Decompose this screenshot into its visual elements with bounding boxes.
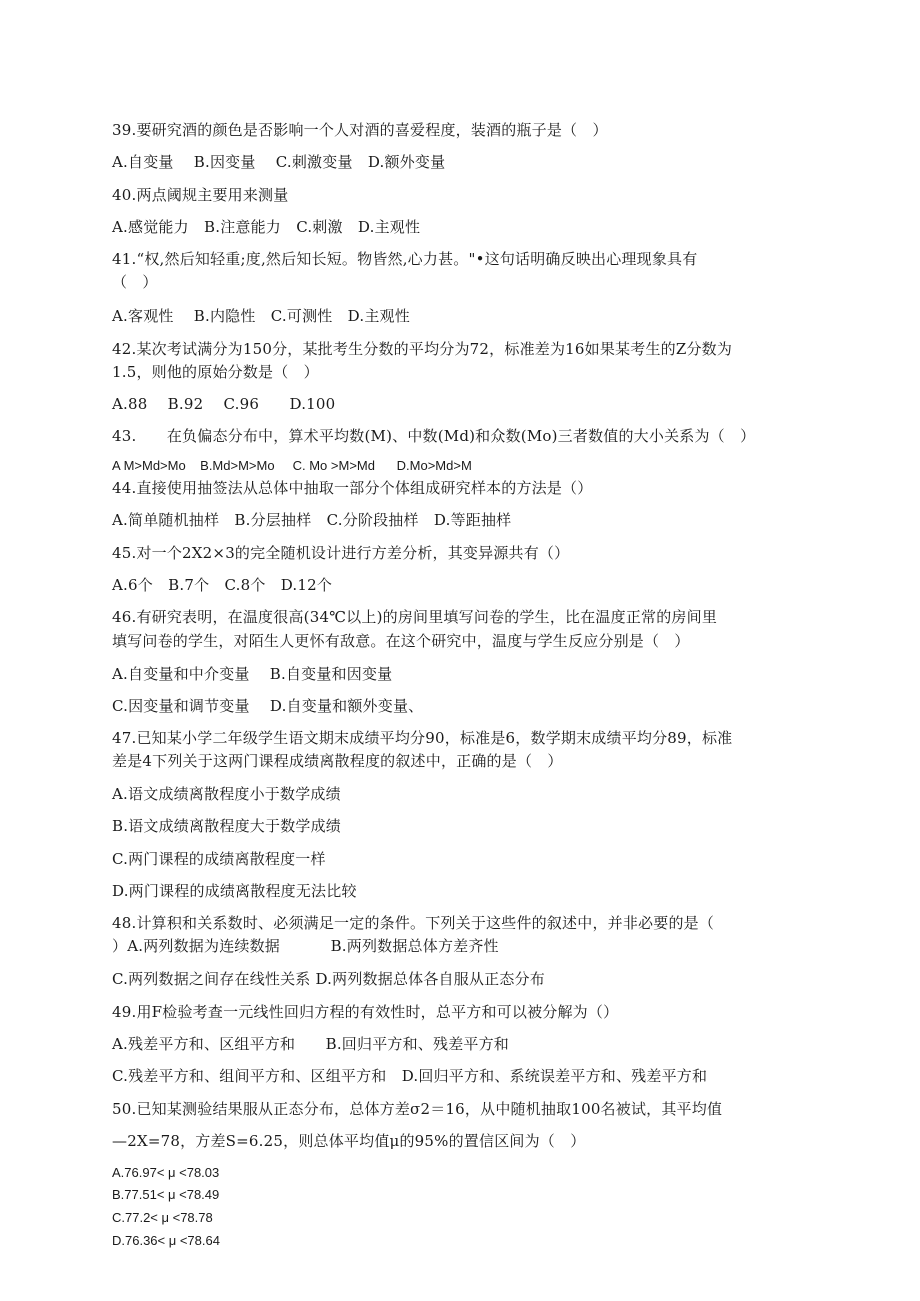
question-48-options-ab: ）A.两列数据为连续数据 B.两列数据总体方差齐性 <box>112 937 499 955</box>
question-50-stem-cont: —2X=78，方差S=6.25，则总体平均值μ的95%的置信区间为（ ） <box>112 1132 586 1150</box>
question-40-options: A.感觉能力 B.注意能力 C.刺激 D.主观性 <box>112 218 421 236</box>
question-50-stem: 50.已知某测验结果服从正态分布，总体方差σ2＝16，从中随机抽取100名被试，其平均值 <box>112 1100 723 1118</box>
question-39-stem: 39.要研究酒的颜色是否影响一个人对酒的喜爱程度，装酒的瓶子是（ ） <box>112 121 608 139</box>
question-47-stem-cont: 差是4下列关于这两门课程成绩离散程度的叙述中，正确的是（ ） <box>112 752 563 770</box>
question-50-option-b: B.77.51< μ <78.49 <box>112 1187 220 1202</box>
question-49-options-cd: C.残差平方和、组间平方和、区组平方和 D.回归平方和、系统误差平方和、残差平方和 <box>112 1067 708 1085</box>
question-49-stem: 49.用F检验考查一元线性回归方程的有效性时，总平方和可以被分解为（） <box>112 1003 619 1021</box>
question-46-options-ab: A.自变量和中介变量 B.自变量和因变量 <box>112 665 393 683</box>
question-45-options: A.6个 B.7个 C.8个 D.12个 <box>112 576 333 594</box>
question-47-option-b: B.语文成绩离散程度大于数学成绩 <box>112 817 341 835</box>
question-50-option-a: A.76.97< μ <78.03 <box>112 1165 220 1180</box>
question-41-stem-cont: （ ） <box>112 273 158 291</box>
question-46-stem: 46.有研究表明，在温度很高(34℃以上)的房间里填写问卷的学生，比在温度正常的房间里 <box>112 608 718 626</box>
question-40-stem: 40.两点阈规主要用来测量 <box>112 186 289 204</box>
question-46-options-cd: C.因变量和调节变量 D.自变量和额外变量、 <box>112 697 424 715</box>
question-50-option-c: C.77.2< μ <78.78 <box>112 1210 213 1225</box>
question-41-options: A.客观性 B.内隐性 C.可测性 D.主观性 <box>112 307 410 325</box>
question-47-stem: 47.已知某小学二年级学生语文期末成绩平均分90，标准是6，数学期末成绩平均分89，标准 <box>112 729 733 747</box>
question-41-stem: 41.“权,然后知轻重;度,然后知长短。物皆然,心力甚。"•这句话明确反映出心理现象具有 <box>112 250 698 268</box>
question-48-stem: 48.计算积和关系数时、必须满足一定的条件。下列关于这些件的叙述中，并非必要的是（ <box>112 914 715 932</box>
question-44-options: A.简单随机抽样 B.分层抽样 C.分阶段抽样 D.等距抽样 <box>112 511 512 529</box>
question-42-stem-cont: 1.5，则他的原始分数是（ ） <box>112 363 319 381</box>
question-43-options: A M>Md>Mo B.Md>M>Mo C. Mo >M>Md D.Mo>Md>M <box>112 458 472 473</box>
question-42-stem: 42.某次考试满分为150分，某批考生分数的平均分为72，标准差为16如果某考生的Z分数为 <box>112 340 733 358</box>
question-47-option-a: A.语文成绩离散程度小于数学成绩 <box>112 785 341 803</box>
question-48-options-cd: C.两列数据之间存在线性关系 D.两列数据总体各自服从正态分布 <box>112 970 545 988</box>
question-43-stem: 43. 在负偏态分布中，算术平均数(M)、中数(Md)和众数(Mo)三者数值的大小关系为（ ） <box>112 427 756 445</box>
question-46-stem-cont: 填写问卷的学生，对陌生人更怀有敌意。在这个研究中，温度与学生反应分别是（ ） <box>112 632 690 650</box>
question-49-options-ab: A.残差平方和、区组平方和 B.回归平方和、残差平方和 <box>112 1035 509 1053</box>
question-45-stem: 45.对一个2X2×3的完全随机设计进行方差分析，其变异源共有（） <box>112 544 570 562</box>
question-44-stem: 44.直接使用抽签法从总体中抽取一部分个体组成研究样本的方法是（） <box>112 479 593 497</box>
question-50-option-d: D.76.36< μ <78.64 <box>112 1233 220 1248</box>
question-42-options: A.88 B.92 C.96 D.100 <box>112 395 336 413</box>
question-47-option-d: D.两门课程的成绩离散程度无法比较 <box>112 882 357 900</box>
question-47-option-c: C.两门课程的成绩离散程度一样 <box>112 850 326 868</box>
question-39-options: A.自变量 B.因变量 C.刺激变量 D.额外变量 <box>112 153 446 171</box>
